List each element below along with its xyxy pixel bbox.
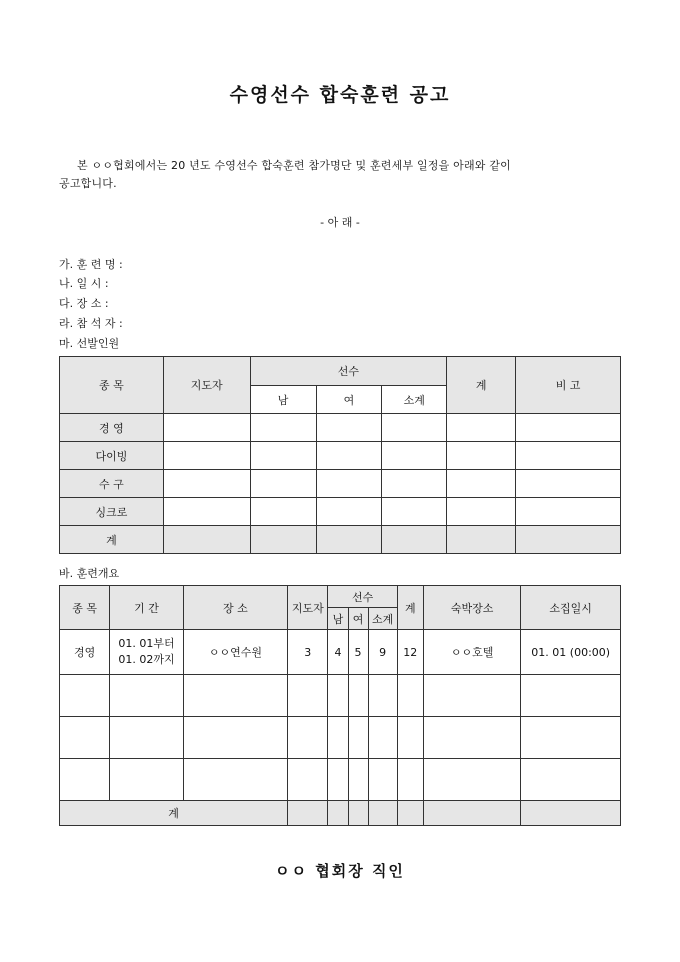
table-row <box>60 498 621 526</box>
cell-total: 12 <box>397 630 423 675</box>
table-row <box>60 675 621 717</box>
header-athletes: 선수 <box>250 357 447 386</box>
header-subtotal: 소계 <box>368 608 397 630</box>
row-label: 계 <box>60 526 164 554</box>
document-title: 수영선수 합숙훈련 공고 <box>229 84 451 106</box>
cell-place: ㅇㅇ연수원 <box>183 630 288 675</box>
cell-female: 5 <box>348 630 368 675</box>
header-assembly: 소집일시 <box>521 586 621 630</box>
header-coach: 지도자 <box>163 357 250 414</box>
header-female: 여 <box>348 608 368 630</box>
cell-coach: 3 <box>288 630 328 675</box>
table-row <box>60 759 621 801</box>
total-label: 계 <box>60 801 288 826</box>
header-period: 기 간 <box>110 586 183 630</box>
field-selection: 마. 선발인원 <box>59 337 120 350</box>
intro-line-2: 공고합니다. <box>59 177 117 190</box>
table-row <box>60 414 621 442</box>
cell-event: 경영 <box>60 630 110 675</box>
row-label: 수 구 <box>60 470 164 498</box>
cell-lodging: ㅇㅇ호텔 <box>423 630 521 675</box>
header-male: 남 <box>328 608 348 630</box>
cell-male: 4 <box>328 630 348 675</box>
table-row <box>60 442 621 470</box>
total-row <box>60 526 621 554</box>
intro-paragraph <box>59 157 629 193</box>
intro-line-1: 본 ㅇㅇ협회에서는 20 년도 수영선수 합숙훈련 참가명단 및 훈련세부 일정을 아래와 같이 <box>77 159 511 172</box>
header-female: 여 <box>316 386 382 414</box>
period-from: 01. 01부터 <box>118 637 175 650</box>
row-label: 경 영 <box>60 414 164 442</box>
below-marker: - 아 래 - <box>320 216 360 229</box>
header-place: 장 소 <box>183 586 288 630</box>
cell-period <box>110 630 183 675</box>
field-attendees: 라. 참 석 자 : <box>59 317 123 330</box>
row-label: 다이빙 <box>60 442 164 470</box>
header-lodging: 숙박장소 <box>423 586 521 630</box>
header-event: 종 목 <box>60 586 110 630</box>
section-training-overview: 바. 훈련개요 <box>59 567 120 580</box>
field-place: 다. 장 소 : <box>59 297 109 310</box>
header-total: 계 <box>397 586 423 630</box>
table-row <box>60 470 621 498</box>
total-row <box>60 801 621 826</box>
header-male: 남 <box>250 386 316 414</box>
header-total: 계 <box>447 357 516 414</box>
header-subtotal: 소계 <box>382 386 447 414</box>
field-date: 나. 일 시 : <box>59 277 109 290</box>
signature-line: ㅇㅇ 협회장 직인 <box>275 862 405 880</box>
table-row <box>60 630 621 675</box>
training-table <box>59 585 621 826</box>
cell-assembly: 01. 01 (00:00) <box>521 630 621 675</box>
cell-subtotal: 9 <box>368 630 397 675</box>
header-note: 비 고 <box>516 357 621 414</box>
header-athletes: 선수 <box>328 586 397 608</box>
table-row <box>60 717 621 759</box>
selection-table <box>59 356 621 554</box>
header-coach: 지도자 <box>288 586 328 630</box>
header-event: 종 목 <box>60 357 164 414</box>
field-training-name: 가. 훈 련 명 : <box>59 258 123 271</box>
period-to: 01. 02까지 <box>118 653 175 666</box>
row-label: 싱크로 <box>60 498 164 526</box>
